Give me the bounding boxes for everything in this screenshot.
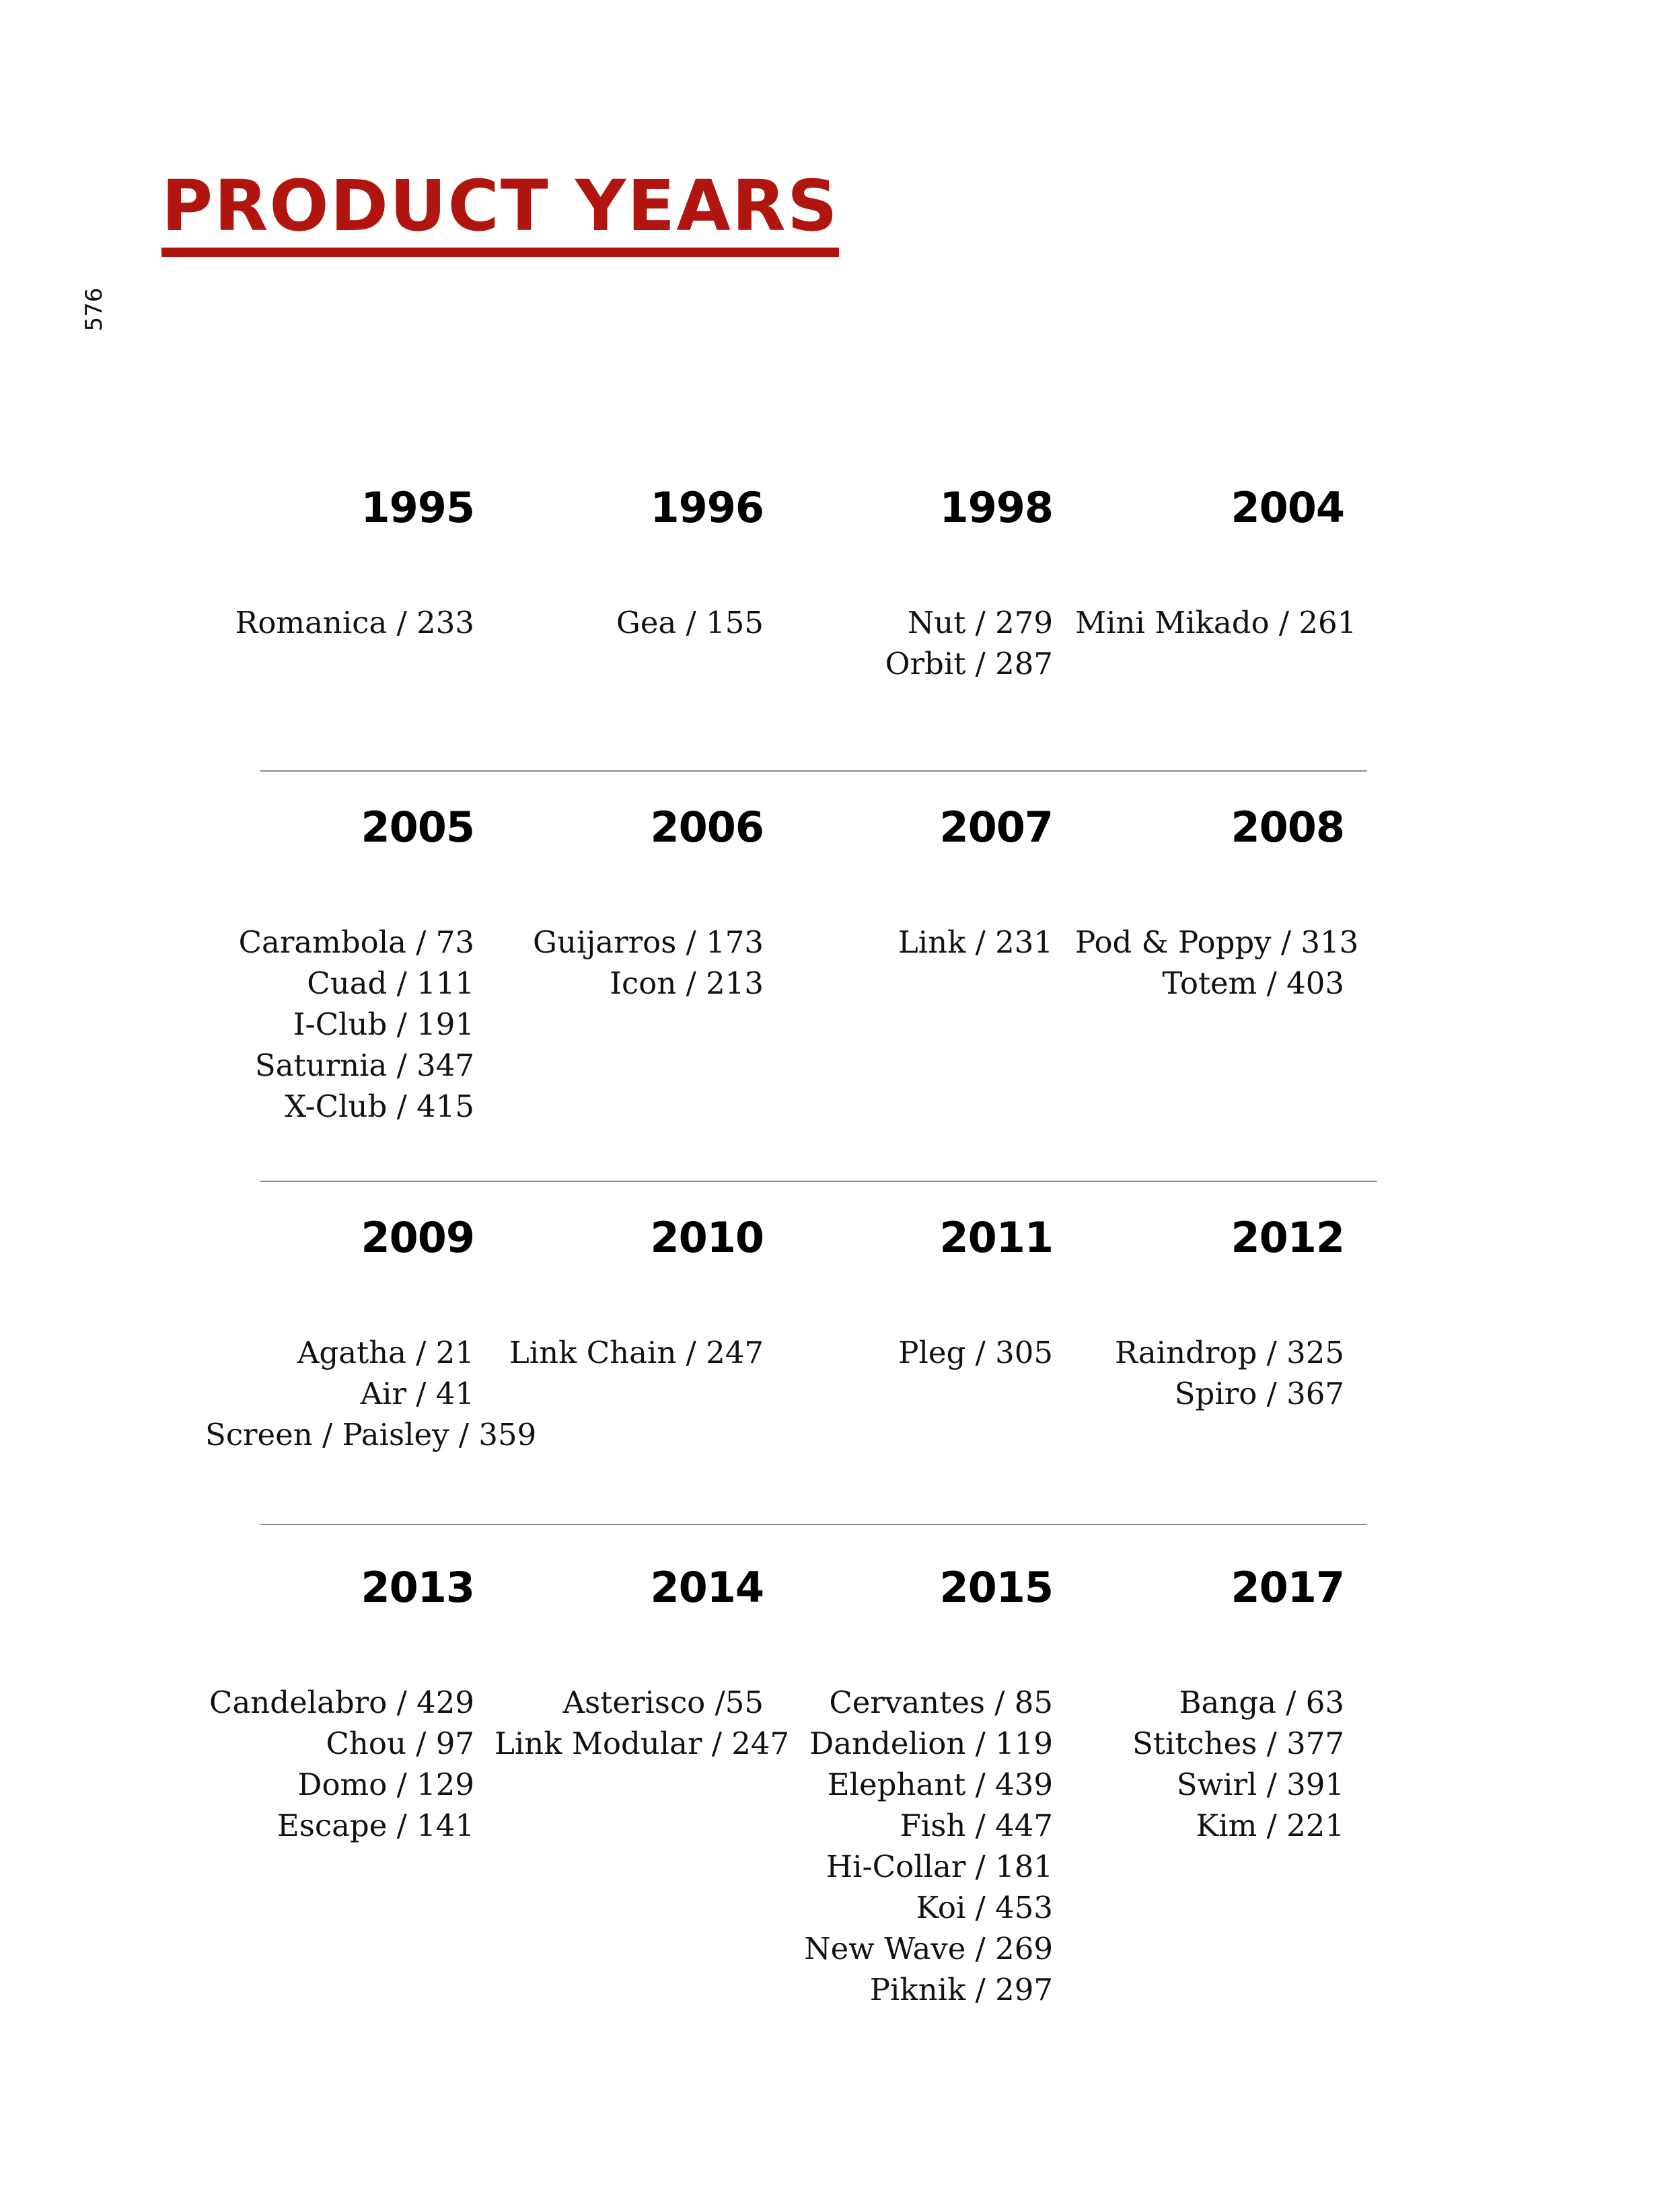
year-column [1075, 1561, 1344, 1846]
product-entry: Kim / 221 [1196, 1808, 1344, 1843]
year-column [495, 1211, 764, 1373]
year-heading: 2009 [361, 1213, 474, 1262]
product-list [205, 1682, 474, 1846]
year-column [495, 481, 764, 643]
product-entry: Guijarros / 173 [533, 924, 764, 960]
product-list [784, 602, 1053, 684]
product-entry: Cuad / 111 [307, 965, 474, 1001]
product-entry: Link Chain / 247 [509, 1335, 764, 1370]
year-row [0, 801, 1680, 1150]
year-column [1075, 1211, 1344, 1414]
product-entry: Romanica / 233 [235, 605, 474, 640]
year-heading: 2004 [1231, 483, 1344, 532]
product-entry: Banga / 63 [1179, 1685, 1344, 1720]
product-list [495, 1332, 764, 1373]
product-entry: Stitches / 377 [1132, 1726, 1344, 1761]
product-list [784, 922, 1053, 963]
row-divider [260, 1524, 1367, 1525]
year-heading: 2007 [939, 803, 1053, 852]
year-heading: 2013 [361, 1563, 474, 1612]
product-entry: Piknik / 297 [869, 1972, 1053, 2007]
product-entry: Chou / 97 [326, 1726, 474, 1761]
year-column [1075, 801, 1359, 1004]
product-entry: Elephant / 439 [827, 1767, 1053, 1802]
product-list [784, 1682, 1053, 2010]
page-number: 576 [81, 287, 108, 332]
year-column [205, 481, 474, 643]
product-entry: Swirl / 391 [1176, 1767, 1344, 1802]
product-entry: Spiro / 367 [1174, 1376, 1344, 1411]
product-entry: Candelabro / 429 [209, 1685, 474, 1720]
year-heading: 2011 [939, 1213, 1053, 1262]
product-list [495, 602, 764, 643]
product-entry: Link / 231 [898, 924, 1053, 960]
year-column [784, 481, 1053, 684]
product-list [1075, 1682, 1344, 1846]
year-heading: 2005 [361, 803, 474, 852]
year-row [0, 1561, 1680, 2007]
year-row [0, 1211, 1680, 1561]
year-column [495, 801, 764, 1004]
product-entry: Domo / 129 [297, 1767, 474, 1802]
year-column [495, 1561, 790, 1764]
year-column [205, 1561, 474, 1846]
product-entry: Hi-Collar / 181 [826, 1849, 1053, 1884]
year-row [0, 481, 1680, 831]
year-heading: 2010 [650, 1213, 764, 1262]
year-column [1075, 481, 1357, 643]
product-list [784, 1332, 1053, 1373]
product-entry: Agatha / 21 [297, 1335, 474, 1370]
product-entry: Pod & Poppy / 313 [1075, 924, 1359, 960]
product-list [1075, 1332, 1344, 1414]
year-heading: 2008 [1231, 803, 1344, 852]
year-heading: 2015 [939, 1563, 1053, 1612]
product-list [205, 1332, 537, 1455]
year-heading: 2014 [650, 1563, 764, 1612]
product-list [1075, 602, 1357, 643]
year-column [205, 801, 474, 1127]
row-divider [260, 770, 1367, 772]
year-heading: 2006 [650, 803, 764, 852]
product-entry: X-Club / 415 [285, 1089, 474, 1124]
product-entry: Dandelion / 119 [809, 1726, 1053, 1761]
page-title: PRODUCT YEARS [161, 168, 839, 257]
product-list [495, 922, 764, 1004]
year-heading: 1995 [361, 483, 474, 532]
product-entry: Totem / 403 [1162, 965, 1344, 1001]
product-entry: Cervantes / 85 [829, 1685, 1053, 1720]
product-entry: Air / 41 [360, 1376, 474, 1411]
year-heading: 2017 [1231, 1563, 1344, 1612]
product-entry: Orbit / 287 [885, 646, 1053, 681]
product-entry: I-Club / 191 [293, 1006, 474, 1042]
product-list [495, 1682, 790, 1764]
year-heading: 2012 [1231, 1213, 1344, 1262]
product-entry: New Wave / 269 [804, 1931, 1053, 1966]
row-divider [260, 1181, 1377, 1182]
year-column [784, 801, 1053, 963]
product-entry: Nut / 279 [907, 605, 1053, 640]
product-entry: Carambola / 73 [238, 924, 474, 960]
product-entry: Pleg / 305 [898, 1335, 1053, 1370]
product-entry: Gea / 155 [616, 605, 764, 640]
product-entry: Asterisco /55 [562, 1685, 764, 1720]
year-heading: 1996 [650, 483, 764, 532]
year-column [784, 1561, 1053, 2010]
year-heading: 1998 [939, 483, 1053, 532]
product-entry: Icon / 213 [610, 965, 764, 1001]
product-list [1075, 922, 1359, 1004]
product-entry: Link Modular / 247 [495, 1726, 790, 1761]
product-list [205, 922, 474, 1127]
product-entry: Escape / 141 [277, 1808, 474, 1843]
product-entry: Raindrop / 325 [1115, 1335, 1344, 1370]
year-column [205, 1211, 537, 1455]
year-column [784, 1211, 1053, 1373]
product-entry: Mini Mikado / 261 [1075, 605, 1357, 640]
product-entry: Screen / Paisley / 359 [205, 1417, 537, 1452]
product-entry: Koi / 453 [916, 1890, 1053, 1925]
product-entry: Saturnia / 347 [254, 1047, 474, 1083]
product-entry: Fish / 447 [900, 1808, 1053, 1843]
product-list [205, 602, 474, 643]
